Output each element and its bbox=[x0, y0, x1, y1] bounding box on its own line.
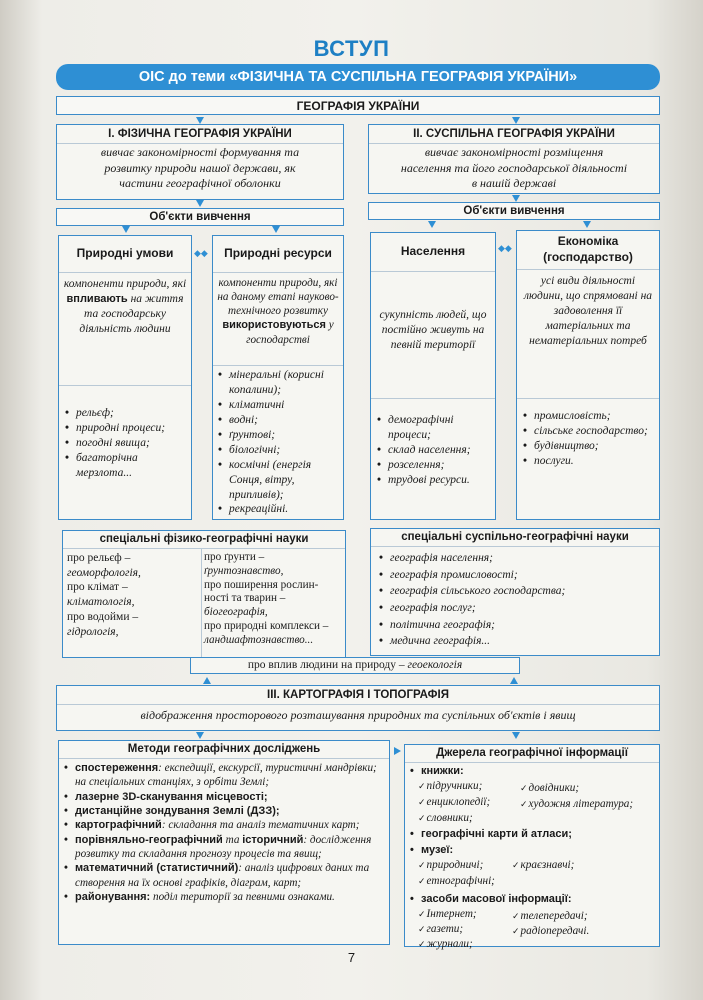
list-item: • ґрунтові; bbox=[218, 428, 341, 443]
list-item: • розселення; bbox=[377, 458, 491, 473]
social-sciences-box bbox=[370, 528, 660, 656]
list-item: • медична географія... bbox=[379, 633, 655, 650]
population-box bbox=[370, 232, 496, 520]
page-number: 7 bbox=[347, 950, 356, 965]
arrow-up bbox=[510, 677, 518, 684]
arrow-right bbox=[394, 747, 401, 755]
list-item: • географія населення; bbox=[379, 550, 655, 567]
arrow-down bbox=[512, 732, 520, 739]
methods-box bbox=[58, 740, 390, 945]
list-item: • космічні (енергія Сонця, вітру, припливів); bbox=[218, 458, 341, 503]
list-item: • порівняльно-географічний та історичний: дослідження розвитку та складання прогнозу процесів та явищ; bbox=[64, 833, 385, 862]
page-title: ВСТУП bbox=[313, 36, 390, 61]
list-item: ✓ телепередачі; bbox=[512, 909, 588, 924]
list-item: • географія промисловості; bbox=[379, 567, 655, 584]
economy-list bbox=[517, 399, 659, 469]
physical-geography-box bbox=[56, 124, 344, 200]
arrow-up bbox=[203, 677, 211, 684]
list-item: • районування: поділ території за певними ознаками. bbox=[64, 890, 385, 904]
list-item: ✓ краєзнавчі; bbox=[512, 858, 574, 873]
arrow-down bbox=[196, 200, 204, 207]
maps-heading: • географічні карти й атласи; bbox=[410, 827, 658, 843]
methods-list bbox=[59, 759, 389, 904]
list-item: • водні; bbox=[218, 413, 341, 428]
physical-geography-desc: вивчає закономірності формування та розвитку природи нашої держави, як частини географічної оболонки bbox=[100, 145, 300, 191]
sources-content bbox=[410, 764, 658, 953]
list-item: • рекреаційні. bbox=[218, 502, 341, 517]
list-item: ✓ природничі; bbox=[418, 858, 483, 873]
sources-title: Джерела географічної інформації bbox=[436, 747, 628, 759]
physical-sciences-right: про ґрунти – ґрунтознавство, про поширення рослин- ності та тварин – біогеографія, про природні комплекси – ландшафтознавство... bbox=[204, 551, 329, 646]
natural-resources-box bbox=[212, 235, 344, 520]
list-item: • картографічний: складання та аналіз тематичних карт; bbox=[64, 818, 385, 832]
list-item: • лазерне 3D-сканування місцевості; bbox=[64, 790, 385, 804]
arrow-down bbox=[272, 226, 280, 233]
list-item: • мінеральні (корисні копалини); bbox=[218, 368, 341, 398]
list-item: ✓ довідники; bbox=[520, 781, 579, 796]
physical-geography-title: I. ФІЗИЧНА ГЕОГРАФІЯ УКРАЇНИ bbox=[108, 128, 292, 140]
list-item: • послуги. bbox=[523, 454, 655, 469]
arrow-down bbox=[583, 221, 591, 228]
social-geography-box bbox=[368, 124, 660, 194]
list-item: • спостереження: експедиції, екскурсії, туристичні мандрівки; на спеціальних станціях, з орбіти Землі; bbox=[64, 761, 385, 790]
physical-sciences-title: спеціальні фізико-географічні науки bbox=[99, 533, 309, 545]
natural-resources-title: Природні ресурси bbox=[224, 246, 332, 261]
books-heading: • книжки: bbox=[410, 764, 658, 779]
media-heading: • засоби масової інформації: bbox=[410, 892, 658, 907]
cartography-box bbox=[56, 685, 660, 731]
list-item: • погодні явища; bbox=[65, 436, 187, 451]
cartography-title: III. КАРТОГРАФІЯ І ТОПОГРАФІЯ bbox=[267, 689, 449, 701]
economy-desc: усі види діяльності людини, що спрямовані на задоволення її матеріальних та нематеріальних потреб bbox=[523, 275, 653, 347]
arrow-down bbox=[196, 117, 204, 124]
cartography-desc: відображення просторового розташування природних та суспільних об'єктів і явищ bbox=[140, 708, 576, 722]
natural-resources-desc: компоненти природи, які на даному етапі науково-технічного розвитку використовуються у господарстві bbox=[217, 277, 339, 346]
arrow-down bbox=[512, 195, 520, 202]
double-diamond-icon: ◆◆ bbox=[194, 249, 208, 259]
list-item: ✓ підручники; bbox=[418, 779, 482, 794]
list-item: ✓ журнали; bbox=[418, 937, 473, 952]
list-item: • трудові ресурси. bbox=[377, 473, 491, 488]
natural-resources-list bbox=[213, 366, 343, 517]
list-item: • дистанційне зондування Землі (ДЗЗ); bbox=[64, 804, 385, 818]
population-list bbox=[371, 399, 495, 488]
list-item: ✓ енциклопедії; bbox=[418, 795, 490, 810]
social-objects-heading: Об'єкти вивчення bbox=[368, 202, 660, 220]
population-desc: сукупність людей, що постійно живуть на певній території bbox=[379, 309, 487, 351]
natural-conditions-desc: компоненти природи, які впливають на життя та господарську діяльність людини bbox=[63, 278, 187, 335]
social-geography-title: II. СУСПІЛЬНА ГЕОГРАФІЯ УКРАЇНИ bbox=[413, 128, 615, 140]
list-item: • біологічні; bbox=[218, 443, 341, 458]
geoecology-box: про вплив людини на природу – геоекологія bbox=[190, 657, 520, 674]
list-item: • природні процеси; bbox=[65, 421, 187, 436]
natural-conditions-title: Природні умови bbox=[76, 246, 174, 261]
list-item: • рельєф; bbox=[65, 406, 187, 421]
economy-box bbox=[516, 230, 660, 520]
museums-heading: • музеї: bbox=[410, 843, 658, 858]
natural-conditions-list bbox=[59, 386, 191, 481]
list-item: ✓ газети; bbox=[418, 922, 463, 937]
list-item: ✓ Інтернет; bbox=[418, 907, 477, 922]
economy-title: Економіка (господарство) bbox=[543, 234, 633, 264]
double-diamond-icon: ◆◆ bbox=[498, 244, 512, 254]
list-item: • промисловість; bbox=[523, 409, 655, 424]
physical-sciences-left: про рельєф – геоморфологія, про клімат – кліматологія, про водойми – гідрологія, bbox=[67, 552, 141, 638]
arrow-down bbox=[512, 117, 520, 124]
list-item: • сільське господарство; bbox=[523, 424, 655, 439]
arrow-down bbox=[428, 221, 436, 228]
list-item: • демографічні процеси; bbox=[377, 413, 491, 443]
natural-conditions-box bbox=[58, 235, 192, 520]
list-item: ✓ радіопередачі. bbox=[512, 924, 589, 939]
list-item: • будівництво; bbox=[523, 439, 655, 454]
list-item: • географія сільського господарства; bbox=[379, 583, 655, 600]
list-item: • багаторічна мерзлота... bbox=[65, 451, 187, 481]
sources-box bbox=[404, 744, 660, 950]
arrow-down bbox=[122, 226, 130, 233]
arrow-down bbox=[196, 732, 204, 739]
topic-banner: ОІС до теми «ФІЗИЧНА ТА СУСПІЛЬНА ГЕОГРАФІЯ УКРАЇНИ» bbox=[56, 64, 660, 90]
list-item: • математичний (статистичний): аналіз цифрових даних та створення на їх основі графіків, діаграм, карт; bbox=[64, 861, 385, 890]
root-heading: ГЕОГРАФІЯ УКРАЇНИ bbox=[56, 96, 660, 115]
list-item: ✓ етнографічні; bbox=[418, 874, 495, 889]
population-title: Населення bbox=[400, 244, 466, 259]
physical-objects-heading: Об'єкти вивчення bbox=[56, 208, 344, 226]
methods-title: Методи географічних досліджень bbox=[127, 743, 321, 755]
list-item: ✓ художня література; bbox=[520, 797, 633, 812]
social-sciences-list bbox=[371, 547, 659, 650]
physical-sciences-box bbox=[62, 530, 346, 658]
list-item: • політична географія; bbox=[379, 617, 655, 634]
social-geography-desc: вивчає закономірності розміщення населення та його господарської діяльності в нашій державі bbox=[400, 145, 628, 191]
social-sciences-title: спеціальні суспільно-географічні науки bbox=[401, 531, 629, 543]
list-item: ✓ словники; bbox=[418, 811, 473, 826]
list-item: • склад населення; bbox=[377, 443, 491, 458]
list-item: • кліматичні bbox=[218, 398, 341, 413]
list-item: • географія послуг; bbox=[379, 600, 655, 617]
